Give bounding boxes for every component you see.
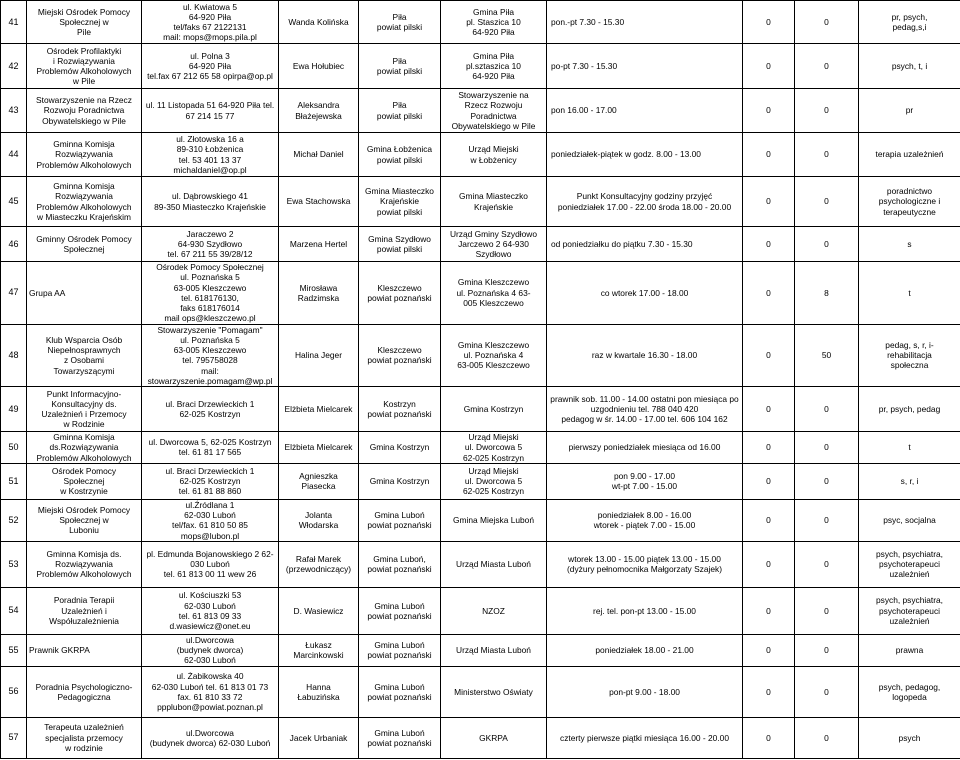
host-institution-cell: Urząd Miasta Luboń <box>441 541 547 587</box>
row-number-cell: 41 <box>1 1 27 44</box>
opening-hours-cell: poniedziałek 8.00 - 16.00 wtorek - piątek 7.00 - 15.00 <box>547 499 743 541</box>
contact-person-cell: Rafał Marek (przewodniczący) <box>279 541 359 587</box>
row-number-cell: 45 <box>1 177 27 227</box>
host-institution-cell: Gmina Kostrzyn <box>441 387 547 432</box>
table-row <box>1 89 960 133</box>
services-cell: terapia uzależnień <box>859 133 960 177</box>
value-1-cell: 0 <box>743 262 795 325</box>
value-2-cell: 0 <box>795 666 859 717</box>
value-1-cell: 0 <box>743 133 795 177</box>
institution-name-cell: Klub Wsparcia Osób Niepełnosprawnych z Osobami Towarzyszącymi <box>27 324 142 387</box>
opening-hours-cell: pon-pt 9.00 - 18.00 <box>547 666 743 717</box>
table-row <box>1 133 960 177</box>
institution-name-cell: Gminny Ośrodek Pomocy Społecznej <box>27 227 142 262</box>
host-institution-cell: GKRPA <box>441 717 547 758</box>
institution-name-cell: Ośrodek Pomocy Społecznej w Kostrzynie <box>27 463 142 499</box>
services-cell: poradnictwo psychologiczne i terapeutyczne <box>859 177 960 227</box>
location-cell: Gmina Kostrzyn <box>359 432 441 464</box>
services-cell: prawna <box>859 634 960 666</box>
host-institution-cell: Gmina Kleszczewo ul. Poznańska 4 63- 005 Kleszczewo <box>441 262 547 325</box>
host-institution-cell: Ministerstwo Oświaty <box>441 666 547 717</box>
institution-name-cell: Gminna Komisja Rozwiązywania Problemów Alkoholowych <box>27 133 142 177</box>
contact-person-cell: Agnieszka Piasecka <box>279 463 359 499</box>
value-1-cell: 0 <box>743 387 795 432</box>
location-cell: Gmina Luboń powiat poznański <box>359 499 441 541</box>
table-row <box>1 541 960 587</box>
opening-hours-cell: czterty pierwsze piątki miesiąca 16.00 - 20.00 <box>547 717 743 758</box>
location-cell: Piła powiat pilski <box>359 89 441 133</box>
table-row <box>1 432 960 464</box>
institution-name-cell: Miejski Ośrodek Pomocy Społecznej w Pile <box>27 1 142 44</box>
services-cell: t <box>859 432 960 464</box>
table-row <box>1 587 960 634</box>
row-number-cell: 47 <box>1 262 27 325</box>
services-cell: psych <box>859 717 960 758</box>
services-cell: s <box>859 227 960 262</box>
value-2-cell: 0 <box>795 717 859 758</box>
address-contact-cell: Stowarzyszenie "Pomagam" ul. Poznańska 5 63-005 Kleszczewo tel. 795758028 mail: stowarzyszenie.pomagam@wp.pl <box>142 324 279 387</box>
address-contact-cell: ul. 11 Listopada 51 64-920 Piła tel. 67 214 15 77 <box>142 89 279 133</box>
opening-hours-cell: pon.-pt 7.30 - 15.30 <box>547 1 743 44</box>
contact-person-cell: D. Wasiewicz <box>279 587 359 634</box>
contact-person-cell: Łukasz Marcinkowski <box>279 634 359 666</box>
location-cell: Gmina Luboń powiat poznański <box>359 666 441 717</box>
value-1-cell: 0 <box>743 432 795 464</box>
location-cell: Kostrzyn powiat poznański <box>359 387 441 432</box>
value-2-cell: 0 <box>795 587 859 634</box>
services-cell: pr <box>859 89 960 133</box>
value-2-cell: 0 <box>795 177 859 227</box>
row-number-cell: 43 <box>1 89 27 133</box>
contact-person-cell: Mirosława Radzimska <box>279 262 359 325</box>
contact-person-cell: Hanna Łabuzińska <box>279 666 359 717</box>
address-contact-cell: ul. Kwiatowa 5 64-920 Piła tel/faks 67 2122131 mail: mops@mops.pila.pl <box>142 1 279 44</box>
address-contact-cell: ul. Braci Drzewieckich 1 62-025 Kostrzyn <box>142 387 279 432</box>
host-institution-cell: Urząd Gminy Szydłowo Jarczewo 2 64-930 Szydłowo <box>441 227 547 262</box>
contact-person-cell: Michał Daniel <box>279 133 359 177</box>
value-2-cell: 0 <box>795 432 859 464</box>
institution-name-cell: Gminna Komisja ds. Rozwiązywania Problemów Alkoholowych <box>27 541 142 587</box>
value-2-cell: 0 <box>795 634 859 666</box>
table-row <box>1 177 960 227</box>
address-contact-cell: ul. Złotowska 16 a 89-310 Łobżenica tel. 53 401 13 37 michaldaniel@op.pl <box>142 133 279 177</box>
address-contact-cell: ul.Dworcowa (budynek dworca) 62-030 Luboń <box>142 717 279 758</box>
address-contact-cell: ul. Polna 3 64-920 Piła tel.fax 67 212 65 58 opirpa@op.pl <box>142 44 279 89</box>
value-2-cell: 0 <box>795 499 859 541</box>
row-number-cell: 48 <box>1 324 27 387</box>
row-number-cell: 51 <box>1 463 27 499</box>
host-institution-cell: Gmina Piła pl. Staszica 10 64-920 Piła <box>441 1 547 44</box>
table-row <box>1 227 960 262</box>
table-row <box>1 387 960 432</box>
value-2-cell: 0 <box>795 1 859 44</box>
row-number-cell: 53 <box>1 541 27 587</box>
location-cell: Gmina Szydłowo powiat pilski <box>359 227 441 262</box>
address-contact-cell: ul.Źródlana 1 62-030 Luboń tel/fax. 61 810 50 85 mops@lubon.pl <box>142 499 279 541</box>
opening-hours-cell: prawnik sob. 11.00 - 14.00 ostatni pon miesiąca po uzgodnieniu tel. 788 040 420 pedagog w śr. 14.00 - 17.00 tel. 606 104 162 <box>547 387 743 432</box>
services-cell: psyc, socjalna <box>859 499 960 541</box>
services-cell: t <box>859 262 960 325</box>
host-institution-cell: Urząd Miejski w Łobżenicy <box>441 133 547 177</box>
value-1-cell: 0 <box>743 324 795 387</box>
contact-person-cell: Wanda Kolińska <box>279 1 359 44</box>
opening-hours-cell: pon 9.00 - 17.00 wt-pt 7.00 - 15.00 <box>547 463 743 499</box>
value-1-cell: 0 <box>743 499 795 541</box>
institution-name-cell: Poradnia Terapii Uzależnień i Współuzależnienia <box>27 587 142 634</box>
opening-hours-cell: rej. tel. pon-pt 13.00 - 15.00 <box>547 587 743 634</box>
opening-hours-cell: raz w kwartale 16.30 - 18.00 <box>547 324 743 387</box>
opening-hours-cell: po-pt 7.30 - 15.30 <box>547 44 743 89</box>
address-contact-cell: ul. Żabikowska 40 62-030 Luboń tel. 61 813 01 73 fax. 61 810 33 72 ppplubon@powiat.poznan.pl <box>142 666 279 717</box>
value-1-cell: 0 <box>743 44 795 89</box>
institution-name-cell: Gminna Komisja Rozwiązywania Problemów Alkoholowych w Miasteczku Krajeńskim <box>27 177 142 227</box>
contact-person-cell: Elżbieta Mielcarek <box>279 387 359 432</box>
location-cell: Kleszczewo powiat poznański <box>359 324 441 387</box>
value-2-cell: 0 <box>795 227 859 262</box>
table-row <box>1 717 960 758</box>
institution-name-cell: Miejski Ośrodek Pomocy Społecznej w Luboniu <box>27 499 142 541</box>
row-number-cell: 49 <box>1 387 27 432</box>
location-cell: Gmina Luboń, powiat poznański <box>359 541 441 587</box>
row-number-cell: 52 <box>1 499 27 541</box>
value-2-cell: 0 <box>795 44 859 89</box>
address-contact-cell: pl. Edmunda Bojanowskiego 2 62- 030 Luboń tel. 61 813 00 11 wew 26 <box>142 541 279 587</box>
host-institution-cell: Urząd Miejski ul. Dworcowa 5 62-025 Kostrzyn <box>441 432 547 464</box>
table-row <box>1 44 960 89</box>
table-row <box>1 1 960 44</box>
contact-person-cell: Aleksandra Błażejewska <box>279 89 359 133</box>
host-institution-cell: Gmina Miejska Luboń <box>441 499 547 541</box>
value-1-cell: 0 <box>743 717 795 758</box>
contact-person-cell: Jacek Urbaniak <box>279 717 359 758</box>
value-2-cell: 8 <box>795 262 859 325</box>
address-contact-cell: Ośrodek Pomocy Społecznej ul. Poznańska 5 63-005 Kleszczewo tel. 618176130, faks 618176014 mail ops@kleszczewo.pl <box>142 262 279 325</box>
host-institution-cell: Gmina Miasteczko Krajeńskie <box>441 177 547 227</box>
institution-name-cell: Punkt Informacyjno- Konsultacyjny ds. Uzależnień i Przemocy w Rodzinie <box>27 387 142 432</box>
services-cell: s, r, i <box>859 463 960 499</box>
opening-hours-cell: Punkt Konsultacyjny godziny przyjęć poniedziałek 17.00 - 22.00 środa 18.00 - 20.00 <box>547 177 743 227</box>
services-cell: pedag, s, r, i- rehabilitacja społeczna <box>859 324 960 387</box>
host-institution-cell: Gmina Piła pl.sztaszica 10 64-920 Piła <box>441 44 547 89</box>
location-cell: Gmina Miasteczko Krajeńskie powiat pilski <box>359 177 441 227</box>
institution-name-cell: Terapeuta uzależnień specjalista przemocy w rodzinie <box>27 717 142 758</box>
services-cell: psych, psychiatra, psychoterapeuci uzależnień <box>859 587 960 634</box>
table-row <box>1 463 960 499</box>
address-contact-cell: ul.Dworcowa (budynek dworca) 62-030 Luboń <box>142 634 279 666</box>
table-row <box>1 666 960 717</box>
row-number-cell: 50 <box>1 432 27 464</box>
host-institution-cell: Urząd Miasta Luboń <box>441 634 547 666</box>
value-1-cell: 0 <box>743 666 795 717</box>
value-2-cell: 50 <box>795 324 859 387</box>
value-1-cell: 0 <box>743 227 795 262</box>
contact-person-cell: Marzena Hertel <box>279 227 359 262</box>
table-row <box>1 262 960 325</box>
institution-name-cell: Stowarzyszenie na Rzecz Rozwoju Poradnictwa Obywatelskiego w Pile <box>27 89 142 133</box>
location-cell: Kleszczewo powiat poznański <box>359 262 441 325</box>
opening-hours-cell: pon 16.00 - 17.00 <box>547 89 743 133</box>
table-row <box>1 499 960 541</box>
row-number-cell: 46 <box>1 227 27 262</box>
opening-hours-cell: co wtorek 17.00 - 18.00 <box>547 262 743 325</box>
value-1-cell: 0 <box>743 587 795 634</box>
value-2-cell: 0 <box>795 89 859 133</box>
contact-person-cell: Halina Jeger <box>279 324 359 387</box>
row-number-cell: 57 <box>1 717 27 758</box>
address-contact-cell: Jaraczewo 2 64-930 Szydłowo tel. 67 211 55 39/28/12 <box>142 227 279 262</box>
table-row <box>1 634 960 666</box>
value-2-cell: 0 <box>795 463 859 499</box>
services-cell: psych, t, i <box>859 44 960 89</box>
row-number-cell: 56 <box>1 666 27 717</box>
address-contact-cell: ul. Kościuszki 53 62-030 Luboń tel. 61 813 09 33 d.wasiewicz@onet.eu <box>142 587 279 634</box>
services-cell: psych, pedagog, logopeda <box>859 666 960 717</box>
host-institution-cell: NZOZ <box>441 587 547 634</box>
value-1-cell: 0 <box>743 463 795 499</box>
opening-hours-cell: pierwszy poniedziałek miesiąca od 16.00 <box>547 432 743 464</box>
services-cell: pr, psych, pedag <box>859 387 960 432</box>
opening-hours-cell: od poniedziałku do piątku 7.30 - 15.30 <box>547 227 743 262</box>
services-cell: psych, psychiatra, psychoterapeuci uzależnień <box>859 541 960 587</box>
services-cell: pr, psych, pedag,s,i <box>859 1 960 44</box>
row-number-cell: 44 <box>1 133 27 177</box>
value-1-cell: 0 <box>743 634 795 666</box>
institution-name-cell: Grupa AA <box>27 262 142 325</box>
address-contact-cell: ul. Braci Drzewieckich 1 62-025 Kostrzyn tel. 61 81 88 860 <box>142 463 279 499</box>
value-1-cell: 0 <box>743 1 795 44</box>
value-2-cell: 0 <box>795 133 859 177</box>
location-cell: Piła powiat pilski <box>359 1 441 44</box>
value-2-cell: 0 <box>795 387 859 432</box>
contact-person-cell: Jolanta Włodarska <box>279 499 359 541</box>
contact-person-cell: Ewa Stachowska <box>279 177 359 227</box>
opening-hours-cell: poniedziałek-piątek w godz. 8.00 - 13.00 <box>547 133 743 177</box>
location-cell: Gmina Luboń powiat poznański <box>359 587 441 634</box>
host-institution-cell: Urząd Miejski ul. Dworcowa 5 62-025 Kostrzyn <box>441 463 547 499</box>
address-contact-cell: ul. Dąbrowskiego 41 89-350 Miasteczko Krajeńskie <box>142 177 279 227</box>
opening-hours-cell: poniedziałek 18.00 - 21.00 <box>547 634 743 666</box>
location-cell: Piła powiat pilski <box>359 44 441 89</box>
address-contact-cell: ul. Dworcowa 5, 62-025 Kostrzyn tel. 61 81 17 565 <box>142 432 279 464</box>
institution-name-cell: Prawnik GKRPA <box>27 634 142 666</box>
row-number-cell: 42 <box>1 44 27 89</box>
location-cell: Gmina Luboń powiat poznański <box>359 634 441 666</box>
institution-name-cell: Gminna Komisja ds.Rozwiązywania Problemów Alkoholowych <box>27 432 142 464</box>
value-1-cell: 0 <box>743 541 795 587</box>
location-cell: Gmina Kostrzyn <box>359 463 441 499</box>
host-institution-cell: Stowarzyszenie na Rzecz Rozwoju Poradnictwa Obywatelskiego w Pile <box>441 89 547 133</box>
location-cell: Gmina Luboń powiat poznański <box>359 717 441 758</box>
row-number-cell: 54 <box>1 587 27 634</box>
institution-name-cell: Ośrodek Profilaktyki i Rozwiązywania Problemów Alkoholowych w Pile <box>27 44 142 89</box>
value-1-cell: 0 <box>743 177 795 227</box>
value-1-cell: 0 <box>743 89 795 133</box>
contact-person-cell: Elżbieta Mielcarek <box>279 432 359 464</box>
table-body <box>1 1 960 759</box>
row-number-cell: 55 <box>1 634 27 666</box>
contact-person-cell: Ewa Hołubiec <box>279 44 359 89</box>
table-row <box>1 324 960 387</box>
host-institution-cell: Gmina Kleszczewo ul. Poznańska 4 63-005 Kleszczewo <box>441 324 547 387</box>
location-cell: Gmina Łobżenica powiat pilski <box>359 133 441 177</box>
value-2-cell: 0 <box>795 541 859 587</box>
institution-name-cell: Poradnia Psychologiczno- Pedagogiczna <box>27 666 142 717</box>
opening-hours-cell: wtorek 13.00 - 15.00 piątek 13.00 - 15.00 (dyżury pełnomocnika Małgorzaty Szajek) <box>547 541 743 587</box>
